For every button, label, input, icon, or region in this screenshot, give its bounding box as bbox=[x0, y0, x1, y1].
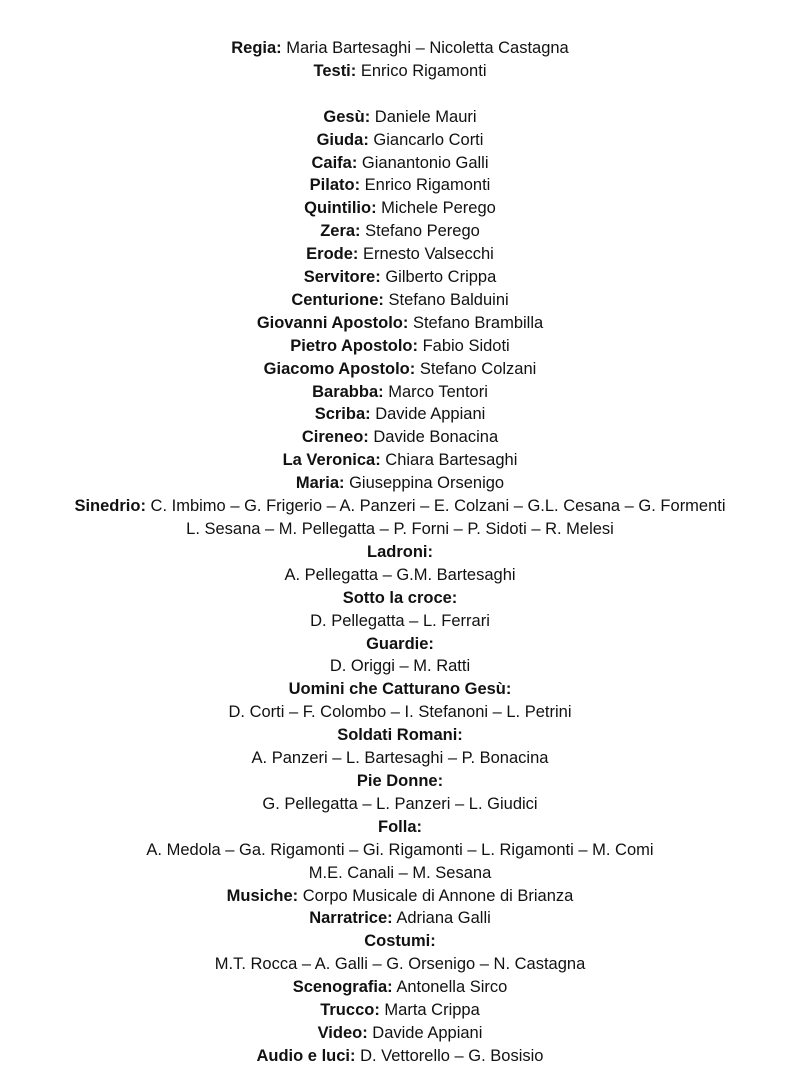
role-label: Regia: bbox=[231, 39, 282, 57]
credit-line-servitore bbox=[0, 266, 800, 289]
person-names: Enrico Rigamonti bbox=[356, 61, 487, 80]
role-label: Servitore: bbox=[303, 268, 381, 287]
role-label: Soldati Romani: bbox=[337, 726, 463, 745]
person-names: C. Imbimo – G. Frigerio – A. Panzeri – E. Colzani – G.L. Cesana – G. Formenti bbox=[145, 497, 726, 516]
role-label: La Veronica: bbox=[282, 451, 381, 470]
role-label: Scriba: bbox=[314, 405, 371, 424]
person-names: Giancarlo Corti bbox=[368, 130, 484, 149]
credit-line-video bbox=[0, 1022, 800, 1045]
role-label: Giuda: bbox=[316, 130, 369, 149]
credit-line-quintilio bbox=[0, 197, 800, 220]
person-names: Chiara Bartesaghi bbox=[380, 451, 518, 470]
person-names: Adriana Galli bbox=[392, 909, 491, 928]
section-spacer bbox=[0, 83, 800, 106]
person-names: Davide Appiani bbox=[370, 405, 486, 424]
role-label: Ladroni: bbox=[367, 542, 433, 561]
group-names-costumi: M.T. Rocca – A. Galli – G. Orsenigo – N. Castagna bbox=[214, 955, 586, 974]
role-label: Maria: bbox=[295, 474, 345, 493]
credit-line-la-veronica bbox=[0, 449, 800, 472]
role-label: Centurione: bbox=[291, 290, 384, 309]
group-names-ladroni: A. Pellegatta – G.M. Bartesaghi bbox=[284, 565, 516, 584]
group-names-folla: M.E. Canali – M. Sesana bbox=[308, 863, 492, 882]
credit-line-erode bbox=[0, 243, 800, 266]
credit-line-caifa bbox=[0, 152, 800, 175]
group-names-sotto-la-croce: D. Pellegatta – L. Ferrari bbox=[310, 611, 490, 630]
credit-line-giacomo-apostolo bbox=[0, 358, 800, 381]
credit-line-trucco bbox=[0, 999, 800, 1022]
group-names-folla: A. Medola – Ga. Rigamonti – Gi. Rigamonti – L. Rigamonti – M. Comi bbox=[146, 840, 654, 859]
person-names: Davide Appiani bbox=[367, 1023, 483, 1042]
role-label: Scenografia: bbox=[292, 978, 393, 997]
credits-list bbox=[0, 37, 800, 1068]
credit-line-narratrice bbox=[0, 907, 800, 930]
role-label: Erode: bbox=[306, 245, 359, 264]
credit-line-audio-e-luci bbox=[0, 1045, 800, 1068]
group-heading-uomini-che-catturano-gesu bbox=[0, 678, 800, 701]
group-heading-pie-donne bbox=[0, 770, 800, 793]
person-names: Stefano Brambilla bbox=[408, 313, 544, 332]
role-label: Uomini che Catturano Gesù: bbox=[288, 680, 512, 699]
role-label: Giovanni Apostolo: bbox=[256, 313, 409, 332]
credit-line-scenografia bbox=[0, 976, 800, 999]
credit-line-centurione bbox=[0, 289, 800, 312]
credit-line-testi bbox=[0, 60, 800, 83]
person-names: Davide Bonacina bbox=[368, 428, 499, 447]
person-names: Enrico Rigamonti bbox=[360, 176, 491, 195]
role-label: Quintilio: bbox=[304, 199, 377, 218]
person-names: Daniele Mauri bbox=[370, 107, 477, 126]
role-label: Zera: bbox=[320, 222, 361, 241]
person-names: Giuseppina Orsenigo bbox=[344, 474, 505, 493]
credit-line-giovanni-apostolo bbox=[0, 312, 800, 335]
group-names-uomini-che-catturano-gesu: D. Corti – F. Colombo – I. Stefanoni – L. Petrini bbox=[228, 703, 572, 722]
person-names: Marco Tentori bbox=[383, 382, 488, 401]
role-label: Guardie: bbox=[366, 634, 434, 653]
credit-line-pietro-apostolo bbox=[0, 335, 800, 358]
group-names-guardie: D. Origgi – M. Ratti bbox=[329, 657, 471, 676]
person-names: Marta Crippa bbox=[379, 1001, 480, 1020]
group-names-soldati-romani: A. Panzeri – L. Bartesaghi – P. Bonacina bbox=[251, 749, 549, 768]
role-label: Caifa: bbox=[311, 153, 358, 172]
group-names-pie-donne: G. Pellegatta – L. Panzeri – L. Giudici bbox=[262, 794, 538, 813]
credit-line-gesu bbox=[0, 106, 800, 129]
role-label: Video: bbox=[317, 1023, 368, 1042]
role-label: Narratrice: bbox=[309, 909, 393, 928]
person-names: Corpo Musicale di Annone di Brianza bbox=[298, 886, 574, 905]
group-heading-ladroni bbox=[0, 541, 800, 564]
role-label: Sinedrio: bbox=[74, 497, 146, 516]
person-names: Ernesto Valsecchi bbox=[358, 245, 494, 264]
person-names: Gilberto Crippa bbox=[380, 268, 497, 287]
person-names: Maria Bartesaghi – Nicoletta Castagna bbox=[281, 39, 569, 57]
credit-line-sinedrio bbox=[0, 495, 800, 518]
role-label: Pietro Apostolo: bbox=[290, 336, 418, 355]
person-names: Stefano Colzani bbox=[415, 359, 537, 378]
role-label: Musiche: bbox=[226, 886, 299, 905]
person-names: Stefano Perego bbox=[360, 222, 480, 241]
credit-line-cireneo bbox=[0, 426, 800, 449]
group-heading-guardie bbox=[0, 633, 800, 656]
credit-line-barabba bbox=[0, 381, 800, 404]
role-label: Barabba: bbox=[312, 382, 384, 401]
role-label: Pie Donne: bbox=[356, 771, 444, 790]
person-names: Fabio Sidoti bbox=[418, 336, 510, 355]
group-heading-folla bbox=[0, 816, 800, 839]
credit-line-sinedrio-continued: L. Sesana – M. Pellegatta – P. Forni – P. Sidoti – R. Melesi bbox=[186, 520, 614, 539]
role-label: Giacomo Apostolo: bbox=[263, 359, 416, 378]
person-names: Stefano Balduini bbox=[383, 290, 509, 309]
group-heading-sotto-la-croce bbox=[0, 587, 800, 610]
credit-line-pilato bbox=[0, 174, 800, 197]
role-label: Audio e luci: bbox=[256, 1046, 356, 1065]
role-label: Trucco: bbox=[320, 1001, 380, 1020]
role-label: Cireneo: bbox=[301, 428, 369, 447]
person-names: Gianantonio Galli bbox=[357, 153, 489, 172]
credit-line-zera bbox=[0, 220, 800, 243]
group-heading-soldati-romani bbox=[0, 724, 800, 747]
person-names: Antonella Sirco bbox=[392, 978, 508, 997]
credit-line-giuda bbox=[0, 129, 800, 152]
person-names: Michele Perego bbox=[376, 199, 496, 218]
group-heading-costumi bbox=[0, 930, 800, 953]
role-label: Pilato: bbox=[309, 176, 361, 195]
role-label: Costumi: bbox=[364, 932, 436, 951]
credit-line-scriba bbox=[0, 403, 800, 426]
role-label: Folla: bbox=[378, 817, 422, 836]
role-label: Gesù: bbox=[323, 107, 371, 126]
role-label: Sotto la croce: bbox=[342, 588, 458, 607]
credit-line-regia bbox=[0, 37, 800, 60]
credit-line-maria bbox=[0, 472, 800, 495]
credit-line-musiche bbox=[0, 885, 800, 908]
role-label: Testi: bbox=[313, 61, 357, 80]
person-names: D. Vettorello – G. Bosisio bbox=[355, 1046, 544, 1065]
